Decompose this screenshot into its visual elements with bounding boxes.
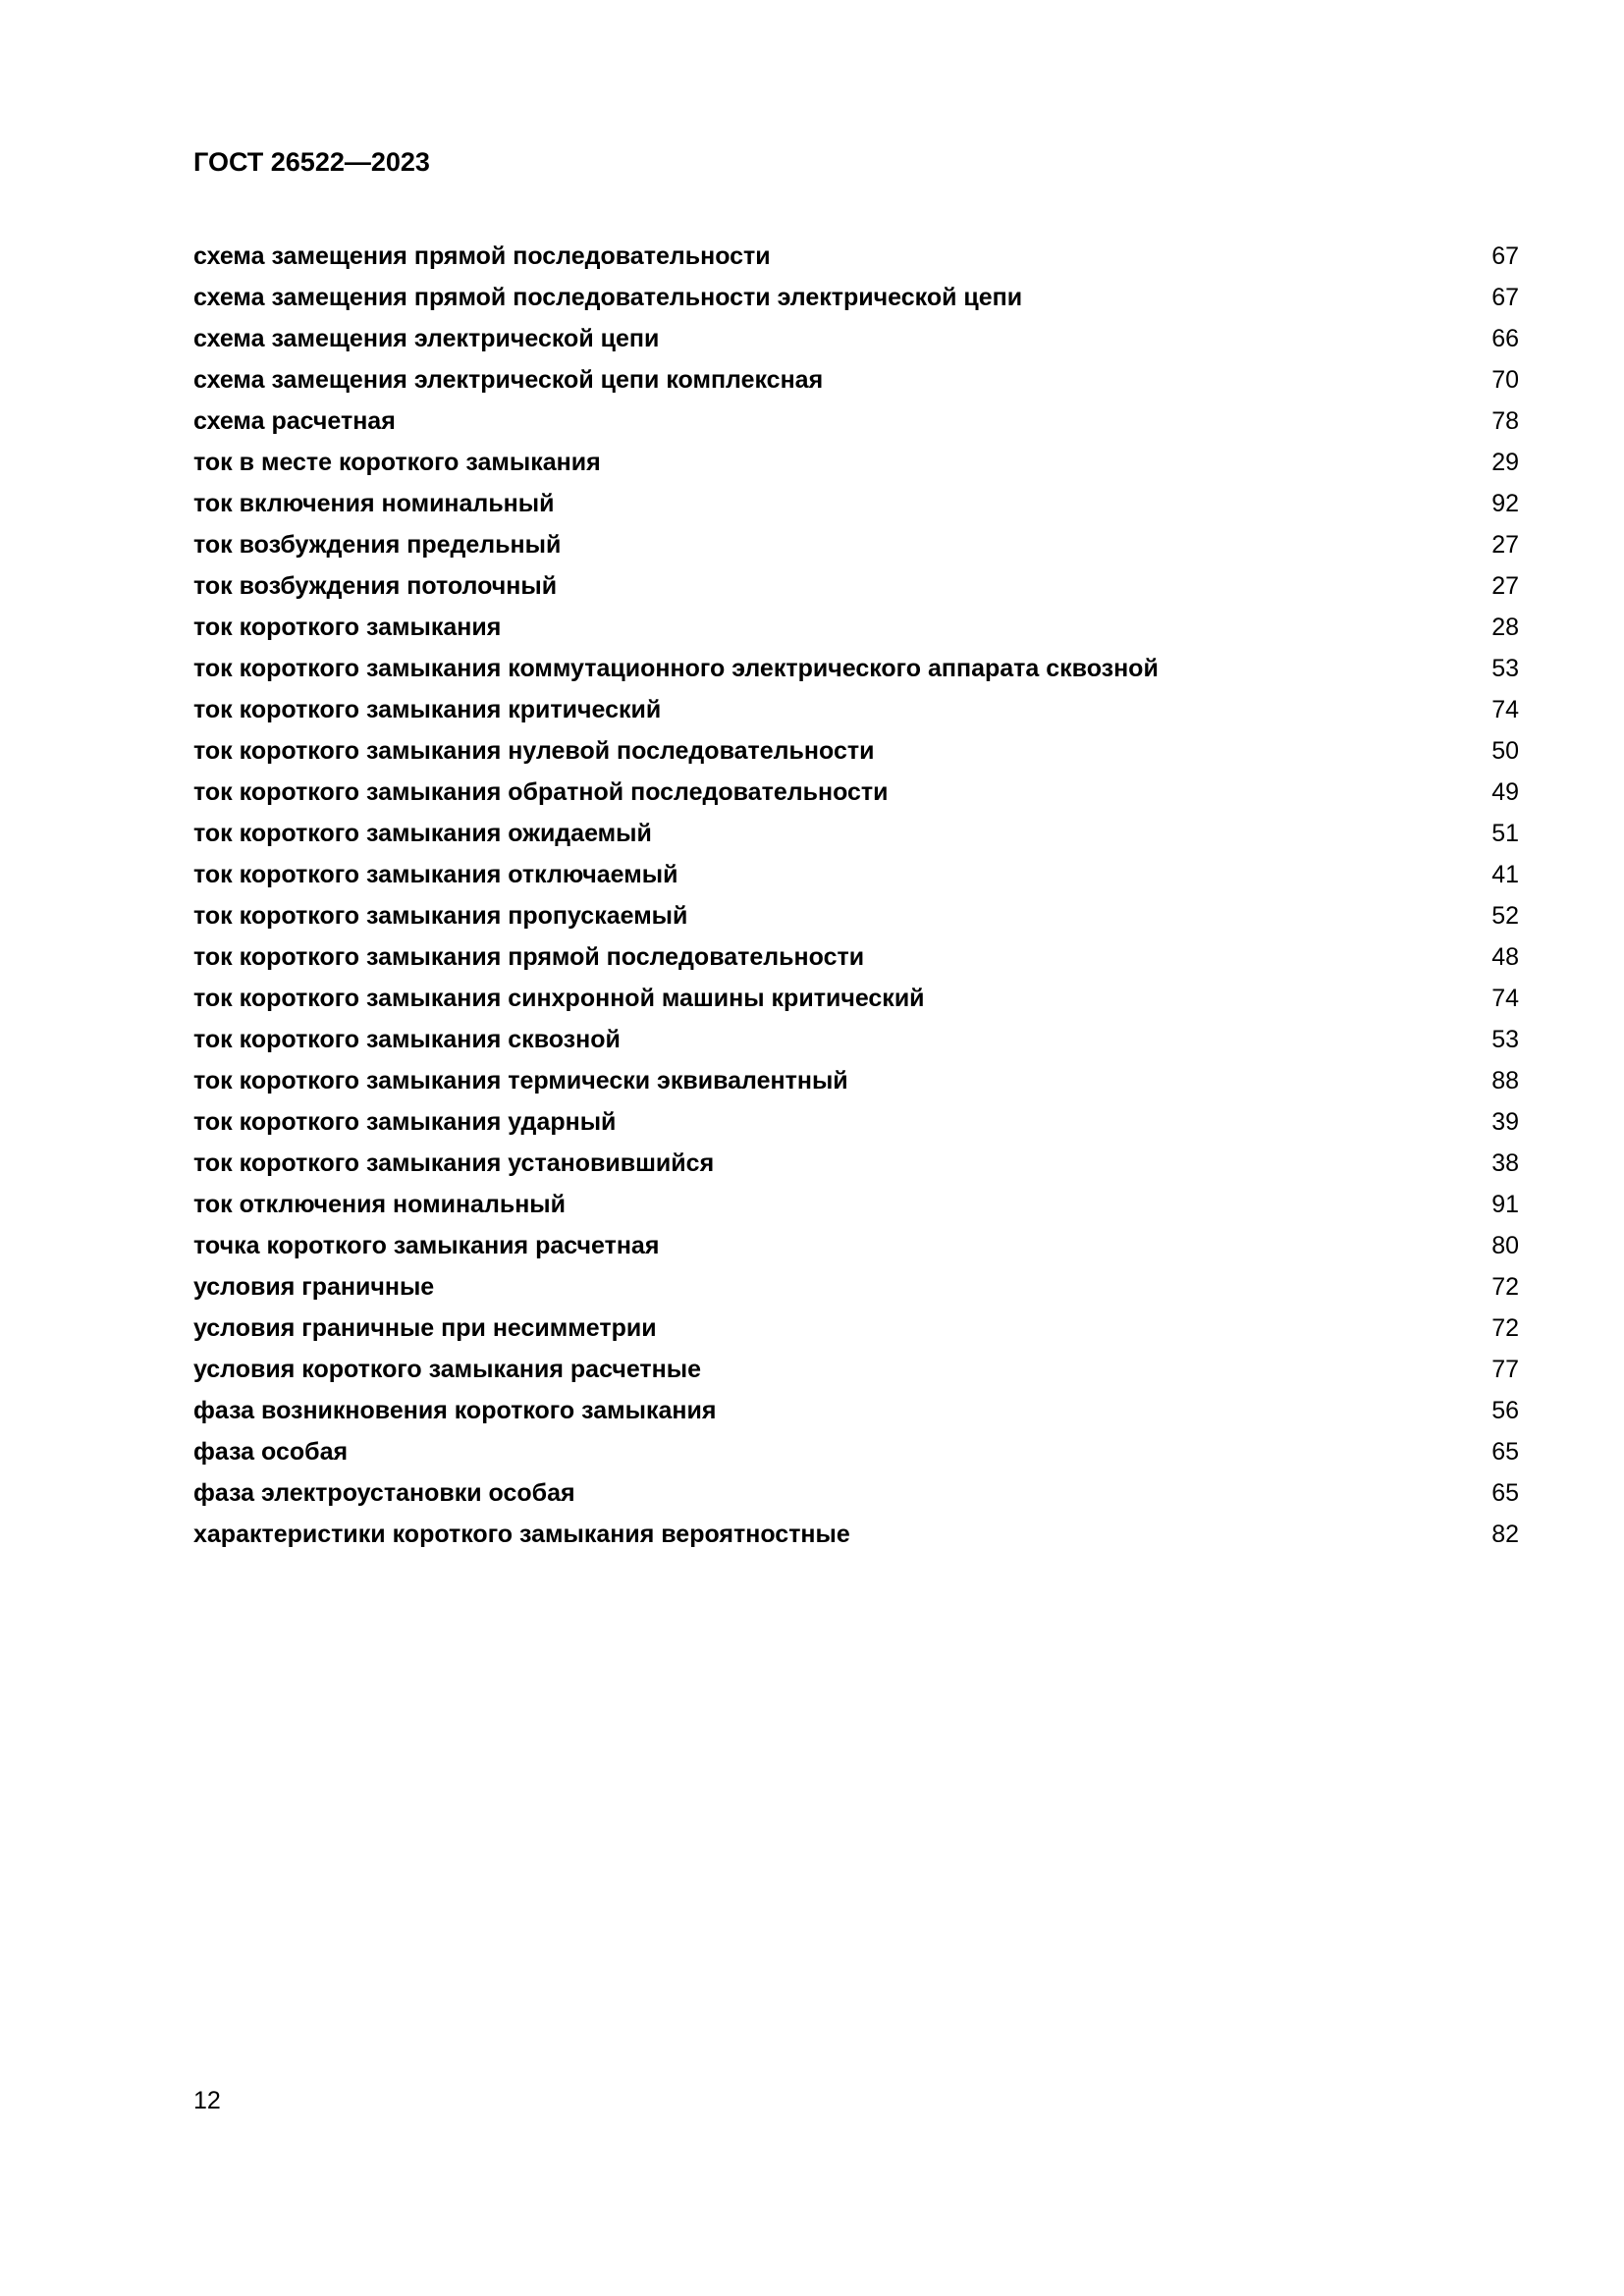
index-term: фаза особая (193, 1437, 349, 1466)
index-entry (193, 1390, 1519, 1431)
index-entry (193, 277, 1519, 318)
index-page-ref: 53 (1491, 1025, 1519, 1053)
index-term: точка короткого замыкания расчетная (193, 1231, 660, 1259)
index-page-ref: 67 (1491, 241, 1519, 270)
index-term: схема замещения прямой последовательности электрической цепи (193, 283, 1023, 311)
index-page-ref: 67 (1491, 283, 1519, 311)
index-entry (193, 1225, 1519, 1266)
index-term: схема расчетная (193, 406, 396, 435)
index-page-ref: 28 (1491, 613, 1519, 641)
index-page-ref: 70 (1491, 365, 1519, 394)
index-term: условия граничные при несимметрии (193, 1313, 657, 1342)
index-page-ref: 56 (1491, 1396, 1519, 1424)
index-term: ток включения номинальный (193, 489, 555, 517)
index-page-ref: 39 (1491, 1107, 1519, 1136)
index-term: ток короткого замыкания синхронной машины критический (193, 984, 925, 1012)
index-term: ток короткого замыкания установившийся (193, 1148, 715, 1177)
index-page-ref: 74 (1491, 695, 1519, 723)
document-header: ГОСТ 26522—2023 (193, 147, 430, 177)
index-term: фаза электроустановки особая (193, 1478, 575, 1507)
index-page-ref: 65 (1491, 1437, 1519, 1466)
index-page-ref: 66 (1491, 324, 1519, 352)
index-page-ref: 27 (1491, 571, 1519, 600)
index-entry (193, 400, 1519, 442)
index-term: ток возбуждения предельный (193, 530, 562, 559)
index-entry (193, 1266, 1519, 1308)
index-term: фаза возникновения короткого замыкания (193, 1396, 717, 1424)
index-page-ref: 77 (1491, 1355, 1519, 1383)
index-entry (193, 689, 1519, 730)
index-entry (193, 442, 1519, 483)
index-term: ток короткого замыкания обратной последовательности (193, 777, 889, 806)
index-page-ref: 27 (1491, 530, 1519, 559)
index-entry (193, 854, 1519, 895)
page-number: 12 (193, 2087, 221, 2114)
index-term: условия граничные (193, 1272, 435, 1301)
index-term: ток короткого замыкания (193, 613, 502, 641)
index-entry (193, 607, 1519, 648)
index-entry (193, 978, 1519, 1019)
index-page-ref: 74 (1491, 984, 1519, 1012)
index-entry (193, 1101, 1519, 1143)
index-page-ref: 88 (1491, 1066, 1519, 1095)
index-page-ref: 72 (1491, 1313, 1519, 1342)
index-term: ток короткого замыкания нулевой последовательности (193, 736, 875, 765)
index-page-ref: 50 (1491, 736, 1519, 765)
index-entry (193, 936, 1519, 978)
index-page-ref: 72 (1491, 1272, 1519, 1301)
alphabetical-index (193, 236, 1519, 1555)
index-entry (193, 1184, 1519, 1225)
index-entry (193, 236, 1519, 277)
index-term: характеристики короткого замыкания вероятностные (193, 1520, 850, 1548)
index-entry (193, 1514, 1519, 1555)
index-page-ref: 48 (1491, 942, 1519, 971)
index-term: схема замещения прямой последовательности (193, 241, 771, 270)
index-page-ref: 91 (1491, 1190, 1519, 1218)
index-term: ток в месте короткого замыкания (193, 448, 601, 476)
index-term: ток короткого замыкания термически эквивалентный (193, 1066, 848, 1095)
index-page-ref: 52 (1491, 901, 1519, 930)
index-term: ток короткого замыкания ударный (193, 1107, 617, 1136)
index-page-ref: 53 (1491, 654, 1519, 682)
index-entry (193, 895, 1519, 936)
index-entry (193, 1060, 1519, 1101)
index-term: ток короткого замыкания критический (193, 695, 662, 723)
index-entry (193, 813, 1519, 854)
index-entry (193, 524, 1519, 565)
index-term: условия короткого замыкания расчетные (193, 1355, 702, 1383)
index-entry (193, 1143, 1519, 1184)
index-entry (193, 1349, 1519, 1390)
index-term: ток отключения номинальный (193, 1190, 567, 1218)
index-entry (193, 1308, 1519, 1349)
index-page-ref: 80 (1491, 1231, 1519, 1259)
index-entry (193, 772, 1519, 813)
index-term: ток короткого замыкания сквозной (193, 1025, 621, 1053)
index-page-ref: 78 (1491, 406, 1519, 435)
index-page-ref: 49 (1491, 777, 1519, 806)
index-entry (193, 730, 1519, 772)
index-page-ref: 65 (1491, 1478, 1519, 1507)
index-entry (193, 1472, 1519, 1514)
index-page-ref: 41 (1491, 860, 1519, 888)
index-entry (193, 1019, 1519, 1060)
index-term: ток короткого замыкания пропускаемый (193, 901, 688, 930)
index-term: ток короткого замыкания отключаемый (193, 860, 678, 888)
index-page-ref: 38 (1491, 1148, 1519, 1177)
index-entry (193, 648, 1519, 689)
index-entry (193, 359, 1519, 400)
index-term: ток возбуждения потолочный (193, 571, 558, 600)
index-term: схема замещения электрической цепи (193, 324, 660, 352)
index-term: ток короткого замыкания коммутационного электрического аппарата сквозной (193, 654, 1159, 682)
index-term: ток короткого замыкания прямой последовательности (193, 942, 865, 971)
index-term: схема замещения электрической цепи комплексная (193, 365, 824, 394)
index-entry (193, 318, 1519, 359)
index-term: ток короткого замыкания ожидаемый (193, 819, 652, 847)
index-page-ref: 51 (1491, 819, 1519, 847)
index-entry (193, 565, 1519, 607)
index-page-ref: 29 (1491, 448, 1519, 476)
index-page-ref: 92 (1491, 489, 1519, 517)
index-page-ref: 82 (1491, 1520, 1519, 1548)
index-entry (193, 1431, 1519, 1472)
index-entry (193, 483, 1519, 524)
